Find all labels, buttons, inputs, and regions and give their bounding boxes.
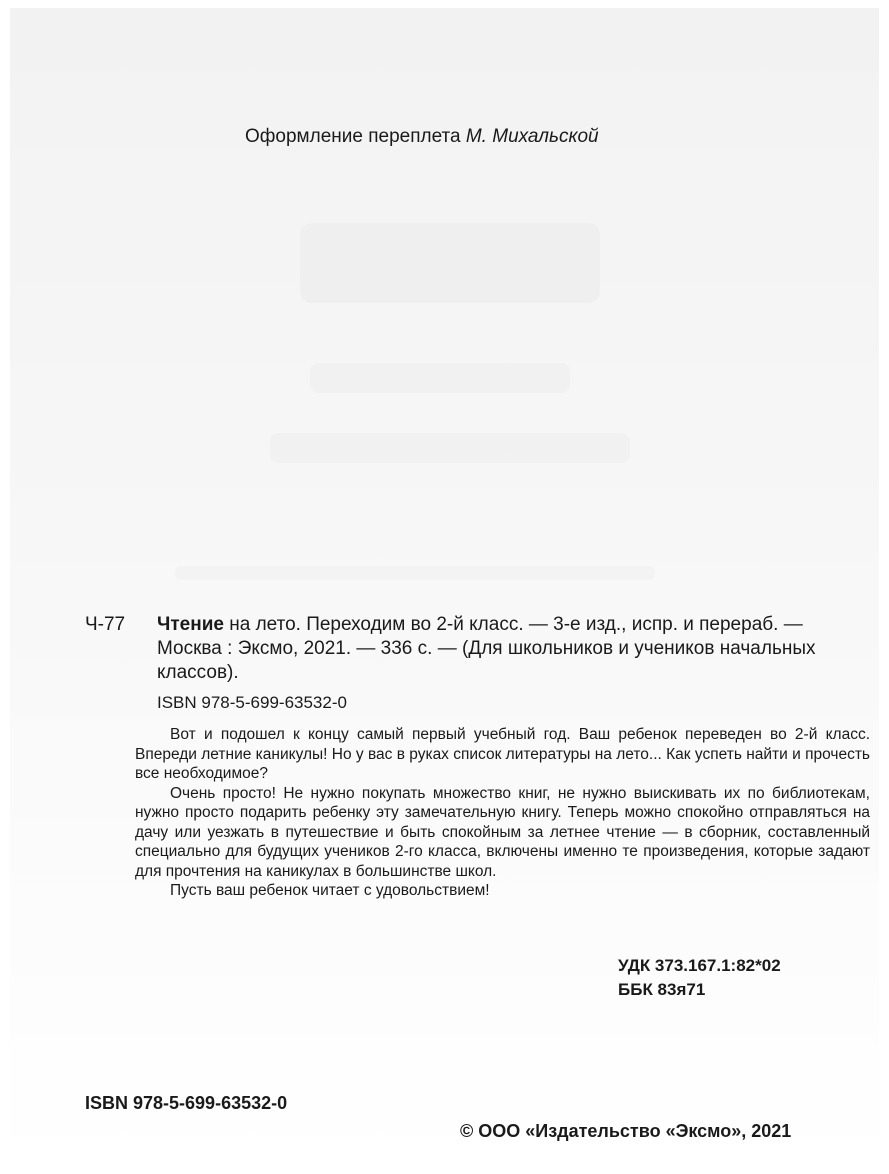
bbk-code: ББК 83я71	[618, 980, 706, 999]
catalog-isbn: ISBN 978-5-699-63532-0	[157, 693, 347, 712]
bleed-through-mark	[310, 363, 570, 393]
cover-design-credit	[245, 126, 599, 148]
annotation	[135, 725, 870, 901]
cover-designer-name: М. Михальской	[465, 126, 599, 147]
bleed-through-mark	[300, 223, 600, 303]
catalog-text: на лето. Переходим во 2-й класс. — 3-е изд., испр. и перераб. — Москва : Эксмо, 2021. — 336 с. — (Для школьников и учеников начальных классов).	[157, 614, 816, 683]
annotation-paragraph: Очень просто! Не нужно покупать множество книг, не нужно выискивать их по библиотекам, нужно просто подарить ребенку эту замечательную книгу. Теперь можно спокойно отправляться на дачу или уезжать в путешествие и быть спокойным за летнее чтение — в сборник, составленный специально для будущих учеников 2-го класса, включены именно те произведения, которые задают для прочтения на каникулах в большинстве школ.	[135, 784, 870, 880]
catalog-description	[157, 613, 865, 685]
copyright-notice: © ООО «Издательство «Эксмо», 2021	[460, 1121, 792, 1141]
catalog-title: Чтение	[157, 614, 224, 635]
annotation-paragraph: Пусть ваш ребенок читает с удовольствием!	[170, 882, 490, 899]
catalog-entry	[85, 613, 865, 715]
classification-block	[618, 954, 781, 1002]
bleed-through-mark	[270, 433, 630, 463]
bleed-through-mark	[175, 566, 655, 580]
cover-design-label: Оформление переплета	[245, 126, 461, 147]
udk-code: УДК 373.167.1:82*02	[618, 956, 781, 975]
catalog-code: Ч-77	[85, 614, 126, 635]
footer-isbn: ISBN 978-5-699-63532-0	[85, 1093, 288, 1113]
book-page	[10, 8, 879, 1166]
annotation-paragraph: Вот и подошел к концу самый первый учебный год. Ваш ребенок переведен во 2-й класс. Впереди летние каникулы! Но у вас в руках список литературы на лето... Как успеть найти и прочесть все необходимое?	[135, 726, 870, 782]
